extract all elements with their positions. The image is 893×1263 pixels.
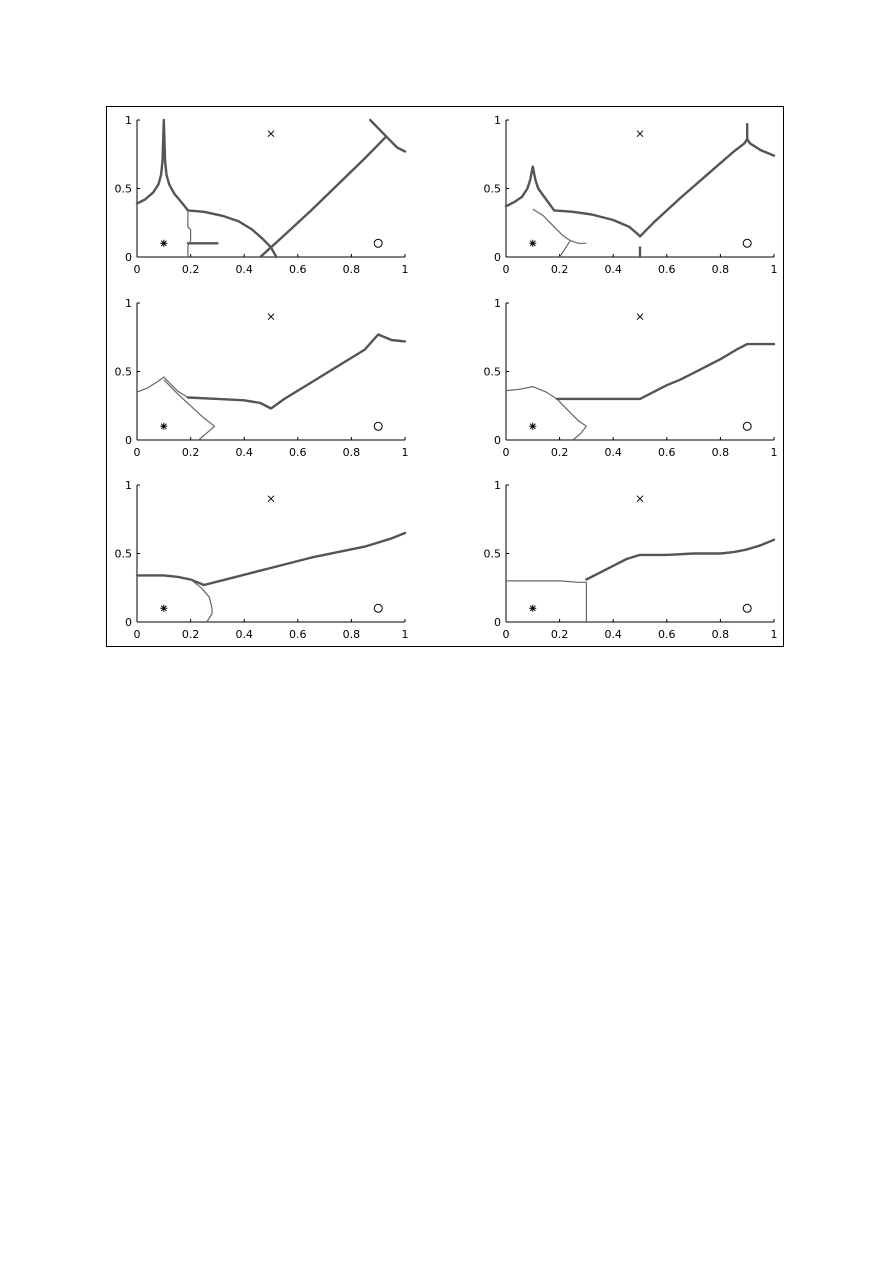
boundary-line-middle-arc xyxy=(188,210,277,257)
star-marker xyxy=(529,240,536,247)
boundary-line-left-peak xyxy=(137,377,188,398)
x-tick-label: 0.2 xyxy=(181,446,200,459)
x-tick-label: 0.2 xyxy=(550,263,569,276)
x-tick-label: 0.8 xyxy=(342,263,361,276)
y-tick-label: 1 xyxy=(125,479,132,492)
x-tick-label: 0.6 xyxy=(289,628,307,641)
x-tick-label: 0.2 xyxy=(550,446,569,459)
boundary-line-left-flat xyxy=(137,575,204,585)
boundary-line-inner-drop xyxy=(560,241,571,257)
boundary-line-main-boundary xyxy=(204,533,405,585)
x-tick-label: 0 xyxy=(133,446,141,459)
x-tick-label: 0.8 xyxy=(342,446,361,459)
x-tick-label: 0.8 xyxy=(711,263,730,276)
x-tick-label: 0.2 xyxy=(550,628,569,641)
circle-marker xyxy=(374,239,382,247)
boundary-line-inner-staircase xyxy=(188,210,191,257)
cross-marker xyxy=(637,496,643,502)
y-tick-label: 0 xyxy=(125,434,132,447)
circle-marker xyxy=(743,604,751,612)
boundary-line-inner-curve xyxy=(533,209,587,243)
chart-panel-5 xyxy=(115,479,409,641)
y-tick-label: 1 xyxy=(494,297,501,310)
boundary-line-inner-wedge-top xyxy=(164,380,215,427)
chart-panel-2 xyxy=(484,114,778,276)
x-tick-label: 0.6 xyxy=(658,628,676,641)
x-tick-label: 1 xyxy=(770,263,778,276)
y-tick-label: 0.5 xyxy=(114,182,132,196)
cross-marker xyxy=(268,314,274,320)
x-tick-label: 0.6 xyxy=(289,446,307,459)
y-tick-label: 0.5 xyxy=(483,547,501,561)
x-tick-label: 0 xyxy=(502,446,510,459)
x-tick-label: 1 xyxy=(770,628,778,641)
star-marker xyxy=(529,605,536,612)
boundary-line-left-hump xyxy=(506,387,557,399)
x-tick-label: 0 xyxy=(502,263,510,276)
cross-marker xyxy=(637,131,643,137)
y-tick-label: 0.5 xyxy=(114,365,132,379)
x-tick-label: 1 xyxy=(401,263,409,276)
boundary-line-inner-wedge-top xyxy=(557,399,587,426)
boundary-line-left-flat xyxy=(506,581,586,582)
x-tick-label: 0.8 xyxy=(711,446,730,459)
boundary-line-inner-curve xyxy=(191,580,212,623)
boundary-line-main-boundary xyxy=(188,335,405,409)
x-tick-label: 0.4 xyxy=(604,263,622,276)
circle-marker xyxy=(374,422,382,430)
cross-marker xyxy=(637,314,643,320)
boundary-line-main-boundary xyxy=(557,344,774,399)
star-marker xyxy=(160,240,167,247)
x-tick-label: 0 xyxy=(133,628,141,641)
cross-marker xyxy=(268,131,274,137)
boundary-line-right-diagonal xyxy=(260,136,386,257)
x-tick-label: 0.4 xyxy=(604,628,622,641)
chart-panel-6 xyxy=(484,479,778,641)
x-tick-label: 0.4 xyxy=(235,446,253,459)
star-marker xyxy=(529,423,536,430)
chart-panel-4 xyxy=(484,297,778,459)
y-tick-label: 1 xyxy=(125,114,132,127)
cross-marker xyxy=(268,496,274,502)
x-tick-label: 0.4 xyxy=(235,263,253,276)
boundary-line-inner-wedge-bottom xyxy=(573,426,586,440)
star-marker xyxy=(160,605,167,612)
y-tick-label: 0 xyxy=(494,434,501,447)
x-tick-label: 0.6 xyxy=(658,263,676,276)
y-tick-label: 1 xyxy=(494,114,501,127)
x-tick-label: 0.4 xyxy=(604,446,622,459)
y-tick-label: 0.5 xyxy=(483,182,501,196)
circle-marker xyxy=(374,604,382,612)
x-tick-label: 1 xyxy=(401,446,409,459)
y-tick-label: 0.5 xyxy=(114,547,132,561)
x-tick-label: 0.4 xyxy=(235,628,253,641)
x-tick-label: 1 xyxy=(401,628,409,641)
x-tick-label: 0.2 xyxy=(181,628,200,641)
chart-panel-1 xyxy=(115,114,409,276)
boundary-line-inner-wedge-bottom xyxy=(199,426,215,440)
boundary-line-main-boundary xyxy=(586,540,774,580)
y-tick-label: 0 xyxy=(494,616,501,629)
x-tick-label: 0 xyxy=(133,263,141,276)
y-tick-label: 0 xyxy=(494,251,501,264)
y-tick-label: 0 xyxy=(125,616,132,629)
x-tick-label: 0 xyxy=(502,628,510,641)
x-tick-label: 0.8 xyxy=(711,628,730,641)
chart-panel-3 xyxy=(115,297,409,459)
y-tick-label: 1 xyxy=(125,297,132,310)
x-tick-label: 0.2 xyxy=(181,263,200,276)
y-tick-label: 0 xyxy=(125,251,132,264)
star-marker xyxy=(160,423,167,430)
circle-marker xyxy=(743,239,751,247)
boundary-line-left-spike xyxy=(137,120,188,210)
boundary-line-left-spike xyxy=(506,167,554,211)
circle-marker xyxy=(743,422,751,430)
x-tick-label: 0.6 xyxy=(289,263,307,276)
y-tick-label: 0.5 xyxy=(483,365,501,379)
y-tick-label: 1 xyxy=(494,479,501,492)
x-tick-label: 0.6 xyxy=(658,446,676,459)
boundary-line-valley xyxy=(554,139,774,236)
x-tick-label: 1 xyxy=(770,446,778,459)
x-tick-label: 0.8 xyxy=(342,628,361,641)
